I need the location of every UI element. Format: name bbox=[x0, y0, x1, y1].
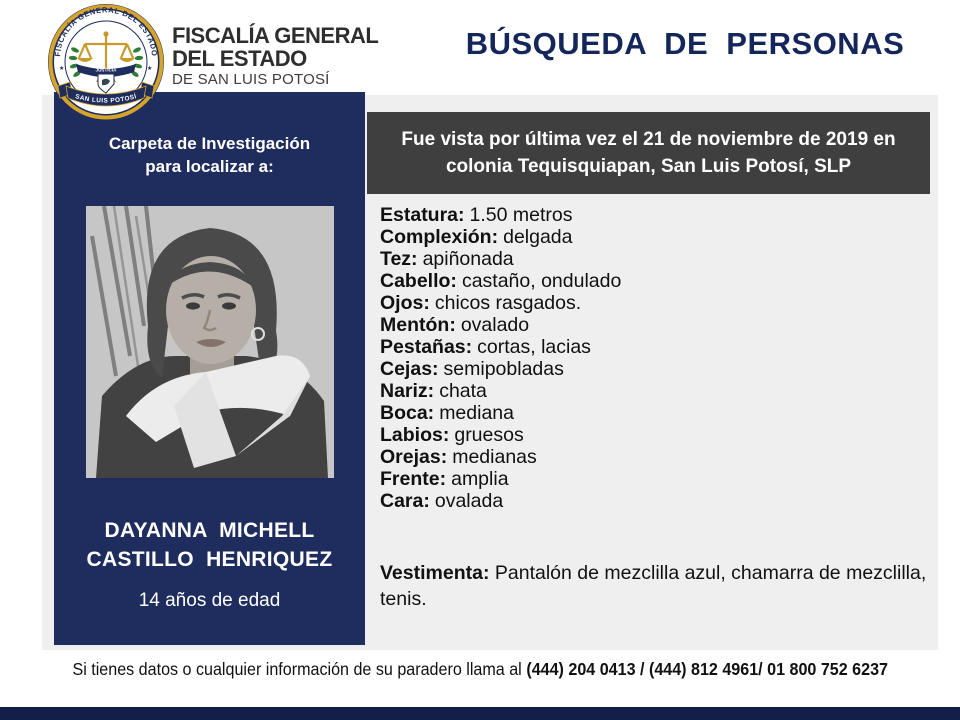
contact-line bbox=[0, 655, 960, 683]
detail-label: Cejas: bbox=[380, 358, 439, 380]
detail-row bbox=[380, 358, 935, 380]
person-name-line1: DAYANNA MICHELL bbox=[104, 519, 315, 542]
svg-text:FISCALÍA GENERAL DEL ESTADO: FISCALÍA GENERAL DEL ESTADO bbox=[52, 5, 160, 57]
detail-value: medianas bbox=[452, 446, 537, 468]
detail-label: Pestañas: bbox=[380, 336, 473, 358]
detail-label: Boca: bbox=[380, 402, 435, 424]
detail-row bbox=[380, 336, 935, 358]
detail-value: apiñonada bbox=[422, 248, 514, 270]
detail-label: Frente: bbox=[380, 468, 447, 490]
detail-value: ovalada bbox=[434, 490, 504, 512]
detail-label: Mentón: bbox=[380, 314, 456, 336]
detail-value: gruesos bbox=[454, 424, 524, 446]
detail-label: Cara: bbox=[380, 490, 430, 512]
detail-label: Labios: bbox=[380, 424, 450, 446]
clothing-value: Pantalón de mezclilla azul, chamarra de mezclilla, tenis. bbox=[380, 562, 927, 610]
person-name-line2: CASTILLO HENRIQUEZ bbox=[86, 548, 333, 571]
case-label bbox=[54, 132, 365, 178]
detail-label: Complexión: bbox=[380, 226, 499, 248]
detail-value: chicos rasgados. bbox=[434, 292, 582, 314]
detail-row bbox=[380, 468, 935, 490]
detail-row bbox=[380, 402, 935, 424]
detail-label: Tez: bbox=[380, 248, 418, 270]
detail-row bbox=[380, 248, 935, 270]
contact-prefix: Si tienes datos o cualquier información de su paradero llama al bbox=[72, 658, 522, 679]
contact-phone-numbers: (444) 204 0413 / (444) 812 4961/ 01 800 752 6237 bbox=[526, 658, 888, 679]
bottom-navy-bar bbox=[0, 707, 960, 720]
detail-label: Cabello: bbox=[380, 270, 457, 292]
detail-row bbox=[380, 270, 935, 292]
detail-row bbox=[380, 226, 935, 248]
detail-label: Orejas: bbox=[380, 446, 448, 468]
detail-row bbox=[380, 380, 935, 402]
detail-value: delgada bbox=[503, 226, 573, 248]
case-label-line1: Carpeta de Investigación bbox=[108, 134, 311, 153]
last-seen-line1: Fue vista por última vez el 21 de noviembre de 2019 en bbox=[401, 129, 896, 150]
detail-value: mediana bbox=[439, 402, 514, 424]
physical-details-list bbox=[380, 204, 935, 512]
detail-value: chata bbox=[439, 380, 487, 402]
case-panel bbox=[54, 92, 365, 645]
svg-text:★: ★ bbox=[147, 66, 153, 72]
detail-value: 1.50 metros bbox=[469, 204, 573, 226]
detail-value: cortas, lacias bbox=[477, 336, 591, 358]
detail-value: amplia bbox=[451, 468, 509, 490]
detail-label: Nariz: bbox=[380, 380, 435, 402]
svg-text:SAN LUIS POTOSÍ: SAN LUIS POTOSÍ bbox=[74, 93, 138, 105]
portrait-photo-illustration bbox=[86, 206, 334, 478]
case-label-line2: para localizar a: bbox=[145, 157, 274, 176]
detail-row bbox=[380, 314, 935, 336]
detail-row bbox=[380, 292, 935, 314]
detail-row bbox=[380, 204, 935, 226]
last-seen-banner bbox=[367, 112, 930, 194]
missing-person-photo bbox=[86, 206, 334, 478]
clothing-description bbox=[380, 560, 932, 612]
person-age: 14 años de edad bbox=[138, 590, 281, 611]
contact-text bbox=[72, 659, 888, 680]
svg-text:JUSTICIA: JUSTICIA bbox=[95, 67, 117, 73]
person-name bbox=[54, 516, 365, 574]
last-seen-line2: colonia Tequisquiapan, San Luis Potosí, SLP bbox=[445, 156, 852, 177]
fiscalia-seal-logo bbox=[46, 2, 166, 122]
clothing-label: Vestimenta: bbox=[380, 562, 490, 584]
detail-row bbox=[380, 424, 935, 446]
detail-value: castaño, ondulado bbox=[461, 270, 622, 292]
seal-icon bbox=[46, 2, 166, 122]
org-name-line1: FISCALÍA GENERAL bbox=[172, 23, 379, 48]
svg-text:★: ★ bbox=[59, 66, 65, 72]
page-title: BÚSQUEDA DE PERSONAS bbox=[465, 26, 905, 61]
detail-row bbox=[380, 446, 935, 468]
detail-row bbox=[380, 490, 935, 512]
detail-value: ovalado bbox=[460, 314, 530, 336]
org-wordmark bbox=[172, 24, 378, 89]
detail-label: Estatura: bbox=[380, 204, 465, 226]
detail-value: semipobladas bbox=[443, 358, 564, 380]
org-name-line3: DE SAN LUIS POTOSÍ bbox=[172, 71, 330, 88]
detail-label: Ojos: bbox=[380, 292, 430, 314]
org-name-line2: DEL ESTADO bbox=[172, 46, 307, 71]
